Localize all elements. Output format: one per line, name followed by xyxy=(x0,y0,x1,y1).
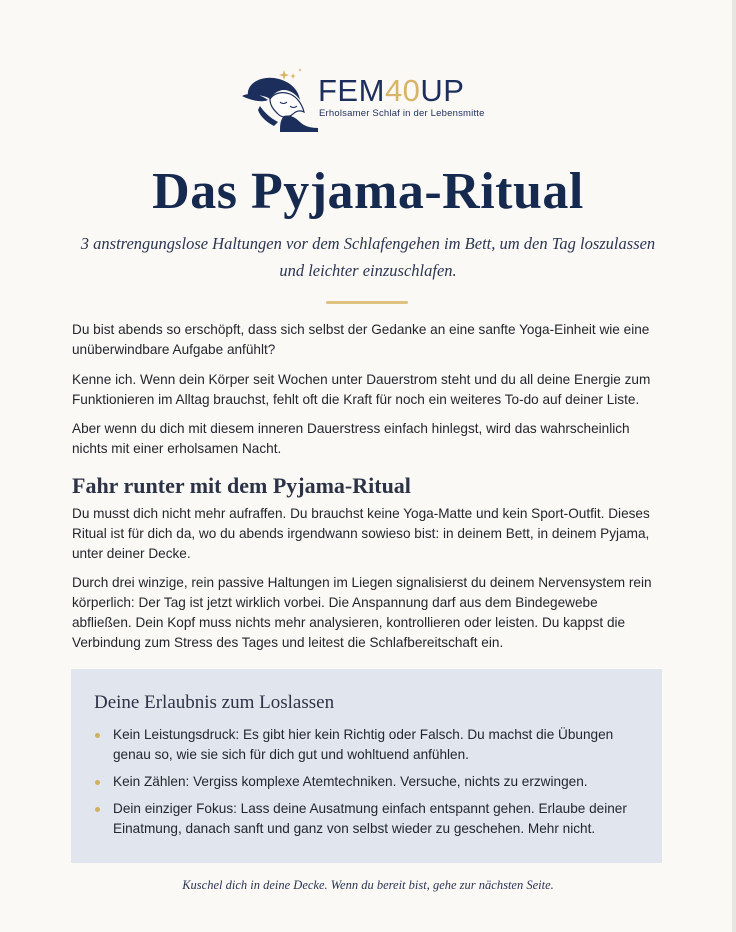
text-line: Kein Leistungsdruck: Es gibt hier kein Richtig oder Falsch. Du machst die Übungen xyxy=(113,727,614,742)
intro-paragraph-1 xyxy=(72,320,668,360)
text-line: genau so, wie sie sich für dich gut und wohltuend anfühlen. xyxy=(113,747,469,762)
brand-wordmark xyxy=(318,74,465,108)
list-item xyxy=(93,799,633,839)
callout-list xyxy=(93,725,633,846)
sleeping-woman-icon xyxy=(240,66,320,132)
brand-name-part1: FEM xyxy=(318,73,385,108)
brand-name-part3: UP xyxy=(420,73,465,108)
brand-name-part2: 40 xyxy=(384,73,421,108)
text-line: Kein Zählen: Vergiss komplexe Atemtechniken. Versuche, nichts zu erzwingen. xyxy=(113,774,588,789)
subtitle-line-1: 3 anstrengungslose Haltungen vor dem Schlafengehen im Bett, um den Tag loszulassen xyxy=(80,234,656,253)
text-line: Durch drei winzige, rein passive Haltungen im Liegen signalisierst du deinem Nervensystem rein xyxy=(72,575,652,590)
text-line: Einatmung, danach sanft und ganz von selbst wieder zu geschehen. Mehr nicht. xyxy=(113,821,596,836)
text-line: Du musst dich nicht mehr aufraffen. Du brauchst keine Yoga-Matte und kein Sport-Outfit. Dieses xyxy=(72,506,650,521)
page-edge xyxy=(732,0,736,932)
text-line: körperlich: Der Tag ist jetzt wirklich vorbei. Die Anspannung darf aus dem Bindegewebe xyxy=(72,595,598,610)
text-line: Dein einziger Fokus: Lass deine Ausatmung einfach entspannt gehen. Erlaube deiner xyxy=(113,801,627,816)
text-line: Ritual ist für dich da, wo du abends irgendwann sowieso bist: in deinem Bett, in deinem Pyjama, xyxy=(72,526,650,541)
brand-logo xyxy=(240,66,500,132)
text-line: Kenne ich. Wenn dein Körper seit Wochen unter Dauerstrom steht und du all deine Energie zum xyxy=(72,372,651,387)
text-line: abfließen. Dein Kopf muss nichts mehr analysieren, kontrollieren oder leisten. Du kappst die xyxy=(72,615,626,630)
title-divider xyxy=(326,301,408,304)
callout-title: Deine Erlaubnis zum Loslassen xyxy=(94,692,335,713)
bullet-dot xyxy=(95,733,100,738)
footer-note: Kuschel dich in deine Decke. Wenn du bereit bist, gehe zur nächsten Seite. xyxy=(182,878,554,892)
permission-callout xyxy=(71,669,662,863)
list-item xyxy=(93,725,633,765)
page-subtitle xyxy=(70,230,666,284)
intro-paragraph-3 xyxy=(72,419,668,459)
page-title: Das Pyjama-Ritual xyxy=(152,163,584,220)
text-line: Verbindung zum Stress des Tages und leitest die Schlafbereitschaft ein. xyxy=(72,635,504,650)
list-item xyxy=(93,772,633,792)
text-line: Funktionieren im Alltag brauchst, fehlt oft die Kraft für noch ein weiteres To-do auf deiner Liste. xyxy=(72,392,640,407)
intro-paragraph-2 xyxy=(72,370,668,410)
brand-tagline: Erholsamer Schlaf in der Lebensmitte xyxy=(319,108,485,119)
text-line: Du bist abends so erschöpft, dass sich selbst der Gedanke an eine sanfte Yoga-Einheit wie eine xyxy=(72,322,650,337)
text-line: unter deiner Decke. xyxy=(72,546,191,561)
subtitle-line-2: und leichter einzuschlafen. xyxy=(279,261,457,280)
bullet-dot xyxy=(95,780,100,785)
bullet-dot xyxy=(95,807,100,812)
section-heading: Fahr runter mit dem Pyjama-Ritual xyxy=(72,473,411,498)
text-line: Aber wenn du dich mit diesem inneren Dauerstress einfach hinlegst, wird das wahrscheinlich xyxy=(72,421,630,436)
text-line: nichts mit einer erholsamen Nacht. xyxy=(72,441,282,456)
section-paragraph-1 xyxy=(72,504,668,564)
section-paragraph-2 xyxy=(72,573,668,653)
text-line: unüberwindbare Aufgabe anfühlt? xyxy=(72,342,276,357)
